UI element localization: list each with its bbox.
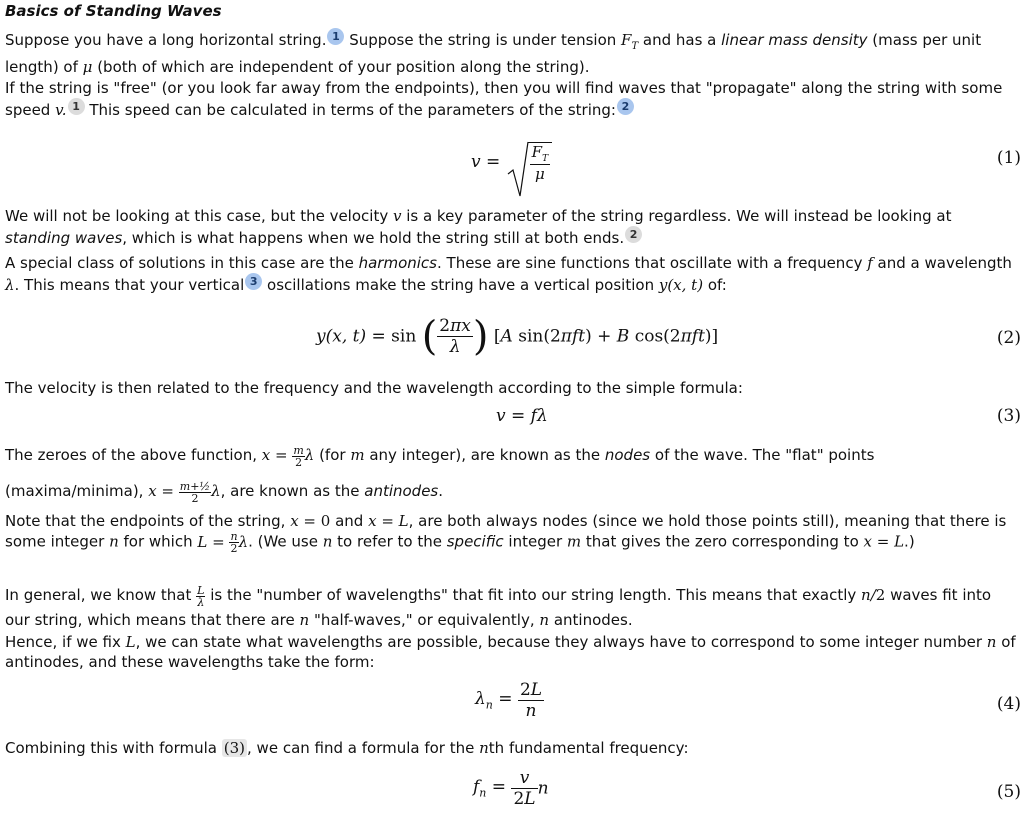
paragraph-standing-waves: We will not be looking at this case, but the velocity v is a key parameter of the string regardless. We will instead be looking at standing waves, which is what happens when we hold the string still at both ends. 2	[5, 207, 952, 247]
equation-number: (4)	[996, 694, 1021, 714]
footnote-badge-2[interactable]: 2	[617, 98, 634, 115]
paragraph-endpoints: Note that the endpoints of the string, x = 0 and x = L, are both always nodes (since we hold those points still), meaning that there is some integer n for which L = $\frac{n}{2}$ λ. (We use n to refer to the specific integer m that gives the zero corresponding to x = L.)	[5, 512, 1007, 555]
footnote-badge-3[interactable]: 3	[245, 273, 262, 290]
equation-3: v = fλ (3)	[496, 406, 1021, 426]
sqrt-symbol	[506, 140, 530, 200]
paragraph-string-intro: Suppose you have a long horizontal string. 1 Suppose the string is under tension $F_T$ and has a linear mass density (mass per unit length) of μ (both of which are independent of your position along the string).	[5, 30, 982, 76]
paragraph-wavelength-count: In general, we know that $\frac{L}{\lambda}$ is the "number of wavelengths" that fit into our string length. This means that exactly n/2 waves fit into our string, which means that there are n "half-waves," or equivalently, n antinodes.	[5, 583, 992, 629]
equation-number: (5)	[996, 782, 1021, 802]
equation-ref-link[interactable]: (3)	[223, 739, 246, 757]
paragraph-fundamental-frequency: Combining this with formula (3) , we can find a formula for the nth fundamental frequency:	[5, 739, 689, 757]
equation-2: y(x, t) = sin ( $\frac{2\pi x}{\lambda}$ ) [A sin(2πft) + B cos(2πft)] (2)	[316, 313, 1021, 360]
equation-number: (2)	[996, 328, 1021, 348]
paragraph-possible-wavelengths: Hence, if we fix L, we can state what wavelengths are possible, because they always have to correspond to some integer number n of antinodes, and these wavelengths take the form:	[5, 633, 1016, 671]
equation-number: (3)	[996, 406, 1021, 426]
page-title: Basics of Standing Waves	[5, 2, 222, 20]
paragraph-harmonics: A special class of solutions in this case are the harmonics. These are sine functions that oscillate with a frequency f and a wavelength λ. This means that your vertical 3 oscillations make the string have a vertical position y(x, t) of:	[5, 254, 1012, 294]
paragraph-propagating-waves: If the string is "free" (or you look far away from the endpoints), then you will find waves that "propagate" along the string with some speed v. 1 This speed can be calculated in terms of the parameters of the string: 2	[5, 79, 1003, 119]
equation-number: (1)	[996, 148, 1021, 168]
footnote-badge-1[interactable]: 1	[68, 98, 85, 115]
footnote-badge-1[interactable]: 1	[327, 28, 344, 45]
paragraph-velocity-relation: The velocity is then related to the frequency and the wavelength according to the simple formula:	[5, 379, 743, 397]
math-tension: $F_T$	[621, 31, 639, 52]
paragraph-nodes: The zeroes of the above function, x = $\frac{m}{2}$ λ (for m any integer), are known as the nodes of the wave. The "flat" points	[5, 443, 875, 469]
equation-1: v = $\frac{F_T}{\mu}$ (1)	[5, 128, 1021, 192]
footnote-badge-2[interactable]: 2	[625, 226, 642, 243]
paragraph-antinodes: (maxima/minima), x = $\frac{\text{m+½}}{2}$ λ, are known as the antinodes.	[5, 479, 444, 505]
equation-4: $\lambda_n$ = $\frac{2L}{n}$ (4)	[475, 680, 1021, 721]
math-mu: μ	[82, 58, 93, 76]
equation-5: $f_n$ = $\frac{v}{2L}$ n (5)	[473, 768, 1021, 809]
